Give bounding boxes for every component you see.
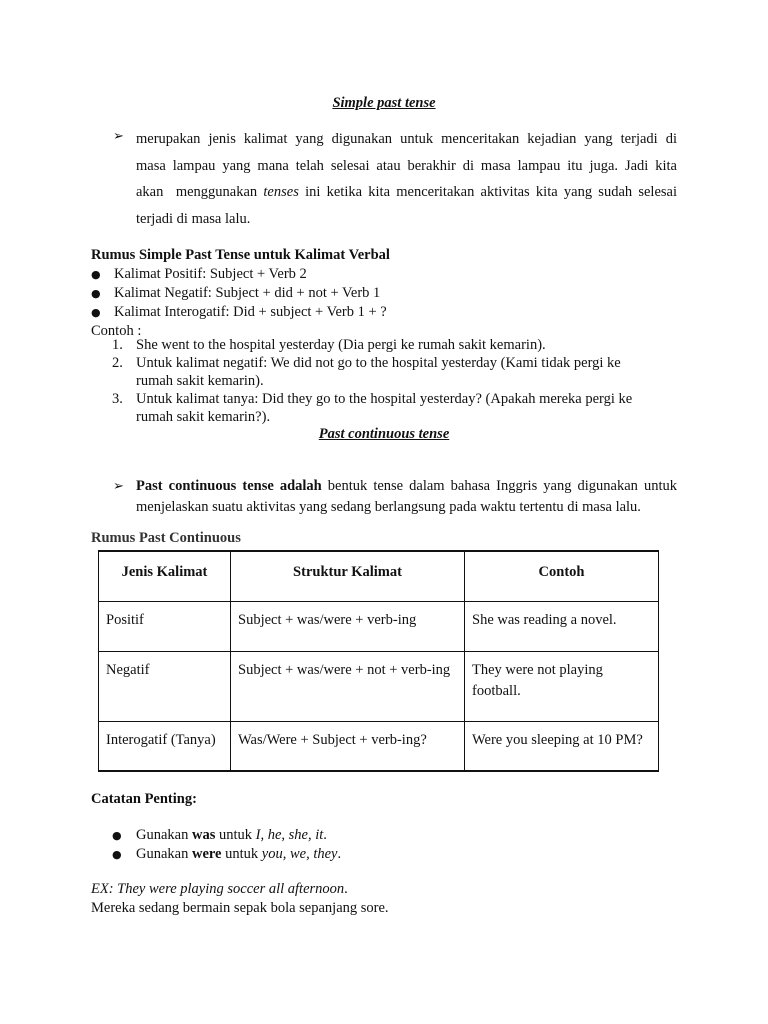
round-bullet-icon: ● xyxy=(91,287,101,300)
definition-line xyxy=(136,476,677,497)
text-run: . xyxy=(344,881,348,897)
past-continuous-definition xyxy=(136,476,677,518)
simple-past-definition xyxy=(136,126,677,232)
catatan-heading: Catatan Penting: xyxy=(91,791,197,807)
table-cell: They were not playing football. xyxy=(465,651,659,721)
list-number: 1. xyxy=(112,337,123,353)
list-item-text: Kalimat Negatif: Subject + did + not + Verb 1 xyxy=(114,285,381,301)
example-line: rumah sakit kemarin). xyxy=(136,373,264,389)
table-cell: She was reading a novel. xyxy=(465,601,659,651)
definition-line xyxy=(136,179,677,206)
round-bullet-icon: ● xyxy=(91,268,101,281)
list-item xyxy=(112,845,341,864)
list-item xyxy=(91,303,387,322)
text-run: ini ketika kita menceritakan aktivitas kita yang sudah selesai xyxy=(298,184,678,200)
table-row xyxy=(99,651,659,721)
definition-line: terjadi di masa lalu. xyxy=(136,210,251,227)
table-cell: Subject + was/were + verb-ing xyxy=(231,601,465,651)
definition-line: masa lampau yang mana telah selesai atau berakhir di masa lampau itu juga. Jadi kita xyxy=(136,157,677,174)
catatan-list xyxy=(112,826,341,864)
definition-line: menjelaskan suatu aktivitas yang sedang berlangsung pada waktu tertentu di masa lalu. xyxy=(136,499,641,515)
table-header-row xyxy=(99,551,659,601)
example-line: rumah sakit kemarin?). xyxy=(136,409,271,425)
table-header-cell: Struktur Kalimat xyxy=(231,551,465,601)
example-line: She went to the hospital yesterday (Dia pergi ke rumah sakit kemarin). xyxy=(136,337,546,353)
rumus-simple-past-list xyxy=(91,265,387,340)
list-item-text: Kalimat Positif: Subject + Verb 2 xyxy=(114,266,307,282)
text-run: Gunakan xyxy=(136,827,192,843)
rumus-simple-past-heading: Rumus Simple Past Tense untuk Kalimat Verbal xyxy=(91,247,390,263)
rumus-past-continuous-heading: Rumus Past Continuous xyxy=(91,530,241,546)
text-run-bold: Past continuous tense adalah xyxy=(136,478,322,494)
list-item xyxy=(112,390,632,426)
table-cell: Was/Were + Subject + verb-ing? xyxy=(231,721,465,771)
round-bullet-icon: ● xyxy=(91,306,101,319)
text-run: Gunakan xyxy=(136,846,192,862)
text-run: untuk xyxy=(215,827,256,843)
table-cell: Were you sleeping at 10 PM? xyxy=(465,721,659,771)
text-run-bold: were xyxy=(191,846,222,862)
table-row xyxy=(99,601,659,651)
example-translation: Mereka sedang bermain sepak bola sepanjang sore. xyxy=(91,900,389,916)
contoh-label: Contoh : xyxy=(91,323,142,339)
arrowhead-bullet-icon: ➢ xyxy=(113,479,124,494)
list-item xyxy=(112,354,632,390)
table-cell: Subject + was/were + not + verb-ing xyxy=(231,651,465,721)
section-title-simple-past: Simple past tense xyxy=(332,95,436,111)
round-bullet-icon: ● xyxy=(112,829,122,842)
list-number: 3. xyxy=(112,391,123,407)
example-line: Untuk kalimat tanya: Did they go to the hospital yesterday? (Apakah mereka pergi ke xyxy=(136,391,633,407)
table-cell: Interogatif (Tanya) xyxy=(99,721,231,771)
example-list xyxy=(112,336,632,426)
text-run-italic: I, he, she, it xyxy=(255,827,324,843)
table-header-cell: Jenis Kalimat xyxy=(99,551,231,601)
table-header-cell: Contoh xyxy=(465,551,659,601)
list-item xyxy=(112,826,341,845)
arrowhead-bullet-icon: ➢ xyxy=(113,129,124,144)
text-run-italic: tenses xyxy=(263,184,299,200)
table-row xyxy=(99,721,659,771)
text-run-italic: you, we, they xyxy=(261,846,338,862)
round-bullet-icon: ● xyxy=(112,848,122,861)
example-sentence xyxy=(91,880,389,899)
list-item xyxy=(112,336,632,354)
list-number: 2. xyxy=(112,355,123,371)
text-run: akan menggunakan xyxy=(136,184,264,200)
text-run: bentuk tense dalam bahasa Inggris yang digunakan untuk xyxy=(321,478,677,494)
list-item-text: Kalimat Interogatif: Did + subject + Verb 1 + ? xyxy=(114,304,387,320)
list-item xyxy=(91,265,387,284)
text-run: . xyxy=(323,827,327,843)
table-cell: Negatif xyxy=(99,651,231,721)
definition-line: merupakan jenis kalimat yang digunakan untuk menceritakan kejadian yang terjadi di xyxy=(136,131,677,147)
list-item xyxy=(91,284,387,303)
text-run: . xyxy=(337,846,342,862)
text-run-bold: was xyxy=(191,827,216,843)
example-line: Untuk kalimat negatif: We did not go to the hospital yesterday (Kami tidak pergi ke xyxy=(136,355,621,371)
example-sentence-block xyxy=(91,880,389,918)
section-title-past-continuous: Past continuous tense xyxy=(318,426,450,442)
text-run-italic: EX: They were playing soccer all afternoon xyxy=(91,881,345,897)
text-run: untuk xyxy=(221,846,262,862)
table-cell: Positif xyxy=(99,601,231,651)
past-continuous-table xyxy=(98,550,659,772)
